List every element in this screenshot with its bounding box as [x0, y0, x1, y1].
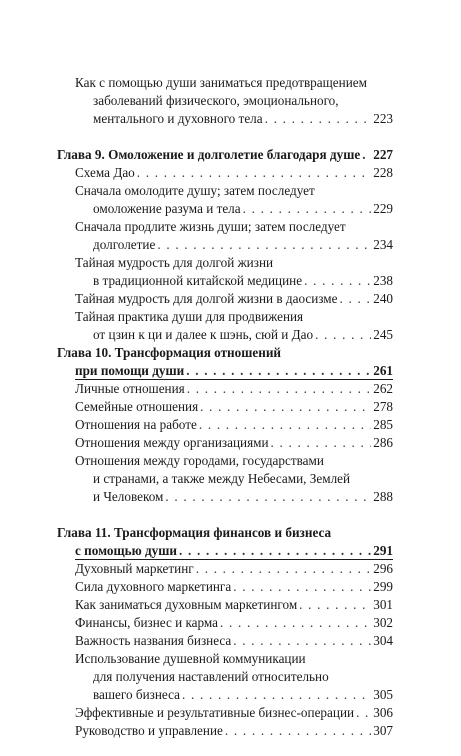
page-number: 306 — [373, 705, 393, 720]
toc-entry: Отношения на работе . . . 285 — [75, 416, 393, 434]
page-number: 285 — [373, 417, 393, 432]
chapter-entry: Глава 9. Омоложение и долголетие благодаря душе . . . 227 — [57, 146, 393, 164]
dot-leader — [179, 542, 371, 560]
page-number: 227 — [373, 147, 393, 162]
dot-leader — [271, 434, 372, 452]
chapter-entry: с помощью души . . . 291 — [75, 542, 393, 560]
page-number: 240 — [373, 291, 393, 306]
toc-line: для получения наставлений относительно — [93, 669, 329, 684]
toc-entry: долголетие . . . 234 — [93, 236, 393, 254]
toc-entry: Отношения между организациями . . . 286 — [75, 434, 393, 452]
toc-entry: Личные отношения . . . 262 — [75, 380, 393, 398]
chapter-entry: при помощи души . . . 261 — [75, 362, 393, 380]
toc-entry: Руководство и управление . . . 307 — [75, 722, 393, 740]
dot-leader — [182, 686, 371, 704]
dot-leader — [200, 398, 371, 416]
toc-entry: вашего бизнеса . . . 305 — [93, 686, 393, 704]
page-number: 229 — [373, 201, 393, 216]
page-number: 223 — [373, 111, 393, 126]
dot-leader — [220, 614, 371, 632]
toc-entry: Финансы, бизнес и карма . . . 302 — [75, 614, 393, 632]
page-number: 234 — [373, 237, 393, 252]
toc-line: заболеваний физического, эмоционального, — [93, 93, 339, 108]
dot-leader — [186, 362, 371, 380]
page-number: 307 — [373, 723, 393, 738]
toc-line: Сначала продлите жизнь души; затем последует — [75, 219, 346, 234]
dot-leader — [225, 722, 371, 740]
toc-entry: Семейные отношения . . . 278 — [75, 398, 393, 416]
toc-entry: ментального и духовного тела . . . 223 — [93, 110, 393, 128]
page-number: 305 — [373, 687, 393, 702]
page-number: 302 — [373, 615, 393, 630]
toc-line: Использование душевной коммуникации — [75, 651, 306, 666]
toc-entry: и Человеком . . . 288 — [93, 488, 393, 506]
page-number: 301 — [373, 597, 393, 612]
dot-leader — [199, 416, 371, 434]
toc-entry: от цзин к ци и далее к шэнь, сюй и Дао . . . 245 — [93, 326, 393, 344]
dot-leader — [356, 704, 371, 722]
toc-line: Тайная мудрость для долгой жизни — [75, 255, 274, 270]
page-number: 278 — [373, 399, 393, 414]
dot-leader — [157, 236, 371, 254]
dot-leader — [187, 380, 371, 398]
toc-line: и странами, а также между Небесами, Землей — [93, 471, 351, 486]
chapter-heading: Глава 10. Трансформация отношений — [57, 345, 282, 360]
page-number: 238 — [373, 273, 393, 288]
page-number: 286 — [373, 435, 393, 450]
toc-entry: Тайная мудрость для долгой жизни в даосизме . . . 240 — [75, 290, 393, 308]
page-number: 291 — [373, 543, 393, 558]
toc-entry: в традиционной китайской медицине . . . 238 — [93, 272, 393, 290]
dot-leader — [137, 164, 371, 182]
toc-entry: Духовный маркетинг . . . 296 — [75, 560, 393, 578]
dot-leader — [362, 146, 371, 164]
page-number: 262 — [373, 381, 393, 396]
toc-entry: омоложение разума и тела . . . 229 — [93, 200, 393, 218]
dot-leader — [233, 632, 371, 650]
dot-leader — [340, 290, 372, 308]
page-number: 261 — [373, 363, 393, 378]
toc-entry: Важность названия бизнеса . . . 304 — [75, 632, 393, 650]
toc-line: Как с помощью души заниматься предотвращением — [75, 75, 367, 90]
dot-leader — [304, 272, 371, 290]
toc-entry: Эффективные и результативные бизнес-операции . . . 306 — [75, 704, 393, 722]
page-number: 288 — [373, 489, 393, 504]
page-number: 299 — [373, 579, 393, 594]
dot-leader — [315, 326, 371, 344]
dot-leader — [233, 578, 371, 596]
dot-leader — [265, 110, 372, 128]
page-number: 304 — [373, 633, 393, 648]
page-number: 245 — [373, 327, 393, 342]
chapter-heading: Глава 11. Трансформация финансов и бизнеса — [57, 525, 332, 540]
dot-leader — [165, 488, 371, 506]
page-number: 228 — [373, 165, 393, 180]
toc-entry: Как заниматься духовным маркетингом . . . 301 — [75, 596, 393, 614]
page-number: 296 — [373, 561, 393, 576]
dot-leader — [243, 200, 372, 218]
dot-leader — [299, 596, 371, 614]
toc-line: Сначала омолодите душу; затем последует — [75, 183, 315, 198]
dot-leader — [196, 560, 372, 578]
toc-entry: Сила духовного маркетинга . . . 299 — [75, 578, 393, 596]
toc-entry: Схема Дао . . . 228 — [75, 164, 393, 182]
toc-line: Тайная практика души для продвижения — [75, 309, 304, 324]
toc-line: Отношения между городами, государствами — [75, 453, 324, 468]
